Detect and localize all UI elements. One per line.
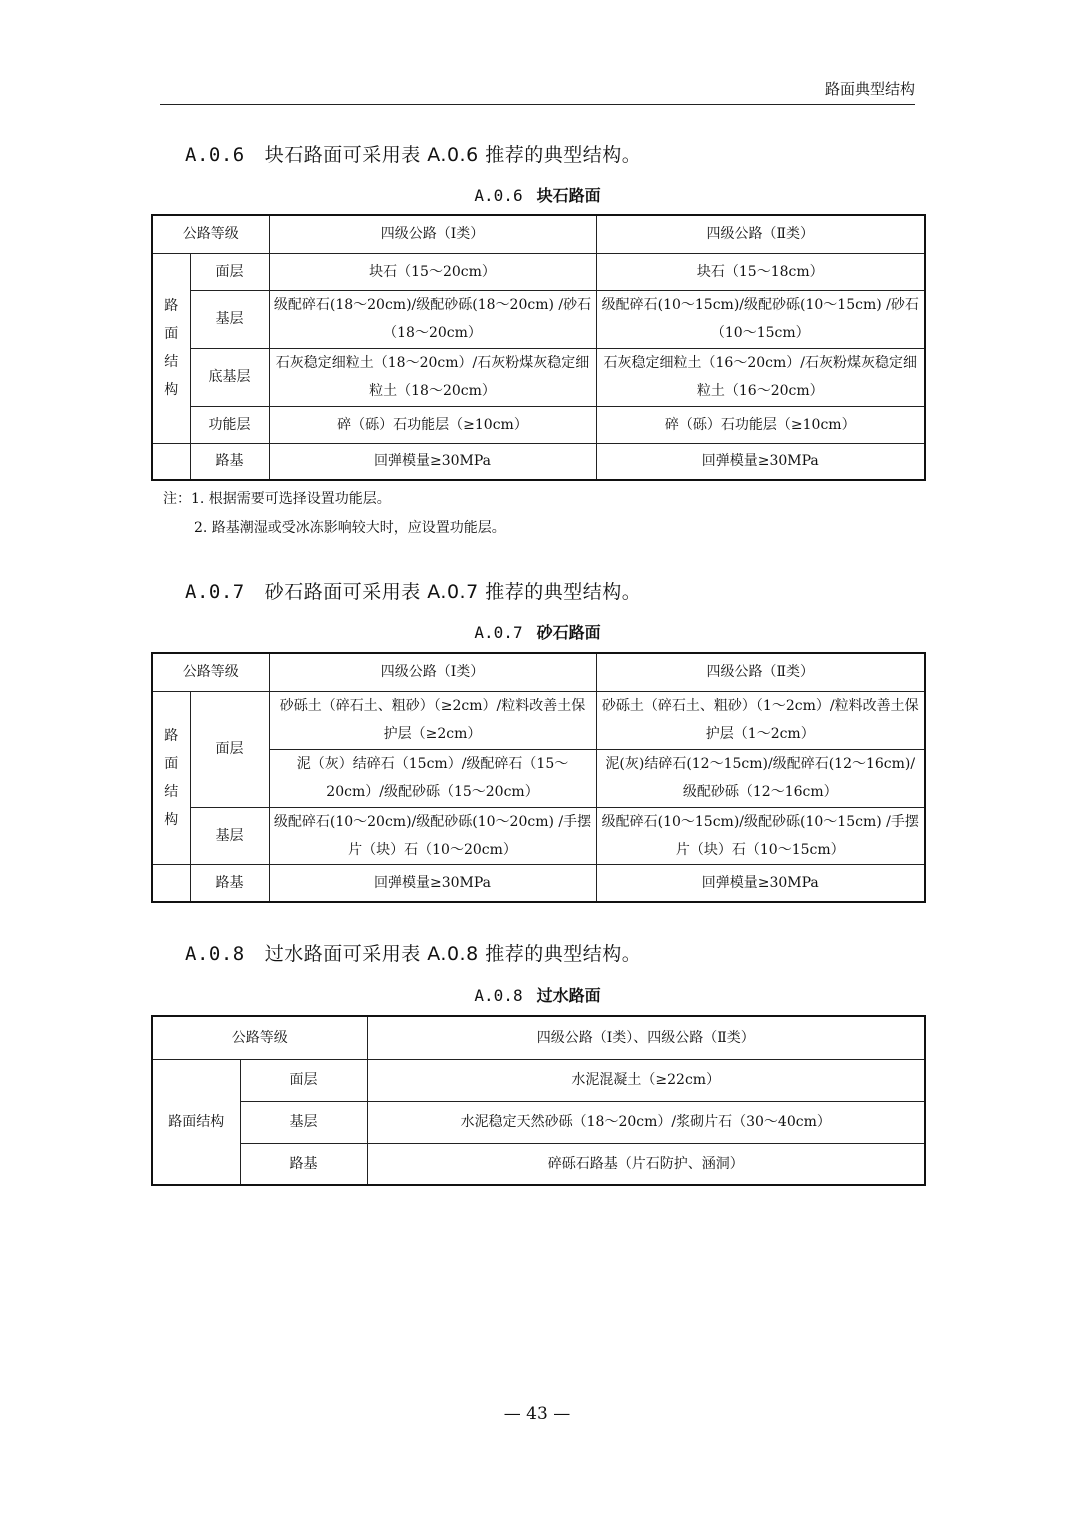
- cell-value: 水泥混凝土（≥22cm）: [367, 1059, 925, 1101]
- section-a06-title: [185, 140, 641, 167]
- table-row: [152, 1059, 925, 1101]
- section-text: 砂石路面可采用表 A.0.7 推荐的典型结构。: [264, 581, 642, 603]
- cell-value: 水泥稳定天然砂砾（18～20cm）/浆砌片石（30～40cm）: [367, 1101, 925, 1143]
- col-header-class1: 四级公路（Ⅰ类）: [269, 653, 596, 691]
- table-row: [152, 253, 925, 290]
- group-label-pavement-structure: 路 面 结 构: [152, 691, 190, 864]
- running-header-title: 路面典型结构: [824, 80, 915, 98]
- layer-name: 功能层: [190, 406, 269, 443]
- layer-name: 底基层: [190, 348, 269, 406]
- table-header-row: [152, 1016, 925, 1059]
- running-header: [160, 78, 915, 105]
- col-header-class2: 四级公路（Ⅱ类）: [596, 215, 925, 253]
- cell-class2: 级配碎石(10～15cm)/级配砂砾(10～15cm) /砂石（10～15cm）: [596, 290, 925, 348]
- cell-class2: 碎（砾）石功能层（≥10cm）: [596, 406, 925, 443]
- layer-name: 路基: [240, 1143, 367, 1185]
- table-row: [152, 348, 925, 406]
- cell-class1: 碎（砾）石功能层（≥10cm）: [269, 406, 596, 443]
- cell-class1: 块石（15～20cm）: [269, 253, 596, 290]
- cell-class1: 级配碎石(10～20cm)/级配砂砾(10～20cm) /手摆片（块）石（10～20cm）: [269, 807, 596, 864]
- cell-class2: 级配碎石(10～15cm)/级配砂砾(10～15cm) /手摆片（块）石（10～15cm）: [596, 807, 925, 864]
- section-text: 块石路面可采用表 A.0.6 推荐的典型结构。: [264, 144, 642, 166]
- layer-name: 面层: [190, 253, 269, 290]
- grade-label: 公路等级: [152, 1016, 367, 1059]
- section-text: 过水路面可采用表 A.0.8 推荐的典型结构。: [264, 943, 642, 965]
- table-row: [152, 443, 925, 480]
- col-header-class1: 四级公路（Ⅰ类）: [269, 215, 596, 253]
- page-number: — 43 —: [503, 1404, 571, 1424]
- table-a07-caption: [150, 620, 925, 643]
- cell-class2: 砂砾土（碎石土、粗砂）（1～2cm）/粒料改善土保护层（1～2cm）: [596, 691, 925, 749]
- section-a07-title: [185, 577, 641, 604]
- layer-name: 面层: [190, 691, 269, 807]
- cell-class2: 回弹模量≥30MPa: [596, 864, 925, 902]
- note-1: 注：1. 根据需要可选择设置功能层。: [163, 491, 391, 507]
- table-row: [152, 691, 925, 749]
- caption-number: A.0.7: [474, 623, 523, 642]
- cell-value: 碎砾石路基（片石防护、涵洞）: [367, 1143, 925, 1185]
- cell-class1: 回弹模量≥30MPa: [269, 443, 596, 480]
- caption-title: 块石路面: [536, 186, 601, 205]
- group-label-pavement-structure: 路 面 结 构: [152, 253, 190, 443]
- grade-label: 公路等级: [152, 653, 269, 691]
- col-header-combined: 四级公路（Ⅰ类）、四级公路（Ⅱ类）: [367, 1016, 925, 1059]
- layer-name: 基层: [190, 290, 269, 348]
- layer-name: 基层: [190, 807, 269, 864]
- section-number: A.0.6: [185, 144, 245, 166]
- cell-class2: 泥(灰)结碎石(12～15cm)/级配碎石(12～16cm)/级配砂砾（12～16cm）: [596, 749, 925, 807]
- caption-number: A.0.6: [474, 186, 523, 205]
- cell-class2: 块石（15～18cm）: [596, 253, 925, 290]
- caption-title: 过水路面: [536, 986, 601, 1005]
- caption-title: 砂石路面: [536, 623, 601, 642]
- table-row: [152, 1101, 925, 1143]
- table-a08-caption: [150, 983, 925, 1006]
- table-row: [152, 864, 925, 902]
- caption-number: A.0.8: [474, 986, 523, 1005]
- section-number: A.0.7: [185, 581, 245, 603]
- section-a08-title: [185, 939, 641, 966]
- table-row: [152, 406, 925, 443]
- layer-name: 面层: [240, 1059, 367, 1101]
- table-header-row: [152, 653, 925, 691]
- cell-class1: 砂砾土（碎石土、粗砂）（≥2cm）/粒料改善土保护层（≥2cm）: [269, 691, 596, 749]
- cell-class1: 泥（灰）结碎石（15cm）/级配碎石（15～20cm）/级配砂砾（15～20cm）: [269, 749, 596, 807]
- section-number: A.0.8: [185, 943, 245, 965]
- cell-class2: 回弹模量≥30MPa: [596, 443, 925, 480]
- layer-name: 路基: [190, 443, 269, 480]
- table-row: [152, 1143, 925, 1185]
- group-label-pavement-structure: 路面结构: [152, 1059, 240, 1185]
- layer-name: 路基: [190, 864, 269, 902]
- cell-class2: 石灰稳定细粒土（16～20cm）/石灰粉煤灰稳定细粒土（16～20cm）: [596, 348, 925, 406]
- note-2: 2. 路基潮湿或受冰冻影响较大时，应设置功能层。: [194, 520, 506, 536]
- table-row: [152, 290, 925, 348]
- cell-class1: 级配碎石(18～20cm)/级配砂砾(18～20cm) /砂石（18～20cm）: [269, 290, 596, 348]
- grade-label: 公路等级: [152, 215, 269, 253]
- layer-name: 基层: [240, 1101, 367, 1143]
- cell-class1: 回弹模量≥30MPa: [269, 864, 596, 902]
- table-header-row: [152, 215, 925, 253]
- table-a07: [151, 652, 926, 903]
- table-a08: [151, 1015, 926, 1186]
- table-a06-notes: [163, 485, 506, 543]
- col-header-class2: 四级公路（Ⅱ类）: [596, 653, 925, 691]
- table-a06: [151, 214, 926, 481]
- table-a06-caption: [150, 183, 925, 206]
- table-row: [152, 807, 925, 864]
- cell-class1: 石灰稳定细粒土（18～20cm）/石灰粉煤灰稳定细粒土（18～20cm）: [269, 348, 596, 406]
